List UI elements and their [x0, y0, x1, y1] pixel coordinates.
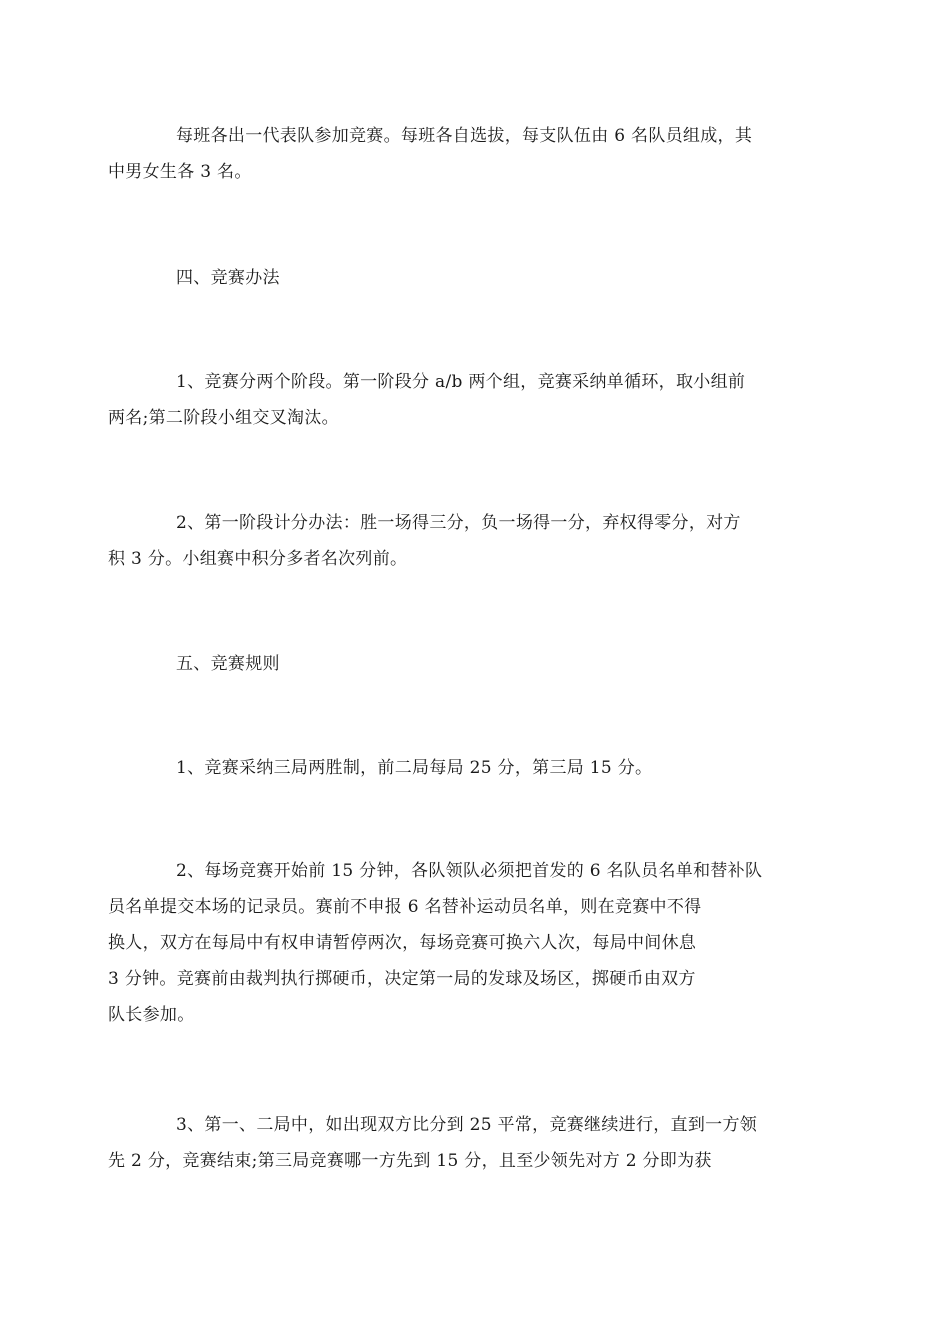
- text-line: 队长参加。: [108, 1005, 195, 1025]
- paragraph-stages: [108, 364, 806, 436]
- paragraph-scoring: [108, 505, 806, 577]
- section-heading-competition-rules: 五、竞赛规则: [176, 654, 280, 674]
- text-line: 员名单提交本场的记录员。赛前不申报 6 名替补运动员名单，则在竞赛中不得: [108, 897, 702, 917]
- paragraph-match-format: [142, 750, 806, 786]
- text-line: 中男女生各 3 名。: [108, 162, 252, 182]
- text-line: 2、每场竞赛开始前 15 分钟，各队领队必须把首发的 6 名队员名单和替补队: [176, 861, 763, 881]
- text-line: 2、第一阶段计分办法：胜一场得三分，负一场得一分，弃权得零分，对方: [176, 513, 741, 533]
- text-line: 1、竞赛分两个阶段。第一阶段分 a/b 两个组，竞赛采纳单循环，取小组前: [176, 372, 746, 392]
- text-line: 换人，双方在每局中有权申请暂停两次，每场竞赛可换六人次，每局中间休息: [108, 933, 697, 953]
- text-line: 每班各出一代表队参加竞赛。每班各自选拔，每支队伍由 6 名队员组成，其: [176, 126, 753, 146]
- text-line: 两名;第二阶段小组交叉淘汰。: [108, 408, 339, 428]
- paragraph-team-composition: [108, 118, 806, 190]
- section-heading-competition-method: 四、竞赛办法: [176, 268, 280, 288]
- text-line: 先 2 分，竞赛结束;第三局竞赛哪一方先到 15 分，且至少领先对方 2 分即为获: [108, 1151, 712, 1171]
- text-line: 1、竞赛采纳三局两胜制，前二局每局 25 分，第三局 15 分。: [176, 758, 653, 778]
- paragraph-tiebreak: [108, 1107, 806, 1179]
- text-line: 积 3 分。小组赛中积分多者名次列前。: [108, 549, 408, 569]
- text-line: 3、第一、二局中，如出现双方比分到 25 平常，竞赛继续进行，直到一方领: [176, 1115, 758, 1135]
- paragraph-roster-submission: [108, 853, 806, 1033]
- text-line: 3 分钟。竞赛前由裁判执行掷硬币，决定第一局的发球及场区，掷硬币由双方: [108, 969, 696, 989]
